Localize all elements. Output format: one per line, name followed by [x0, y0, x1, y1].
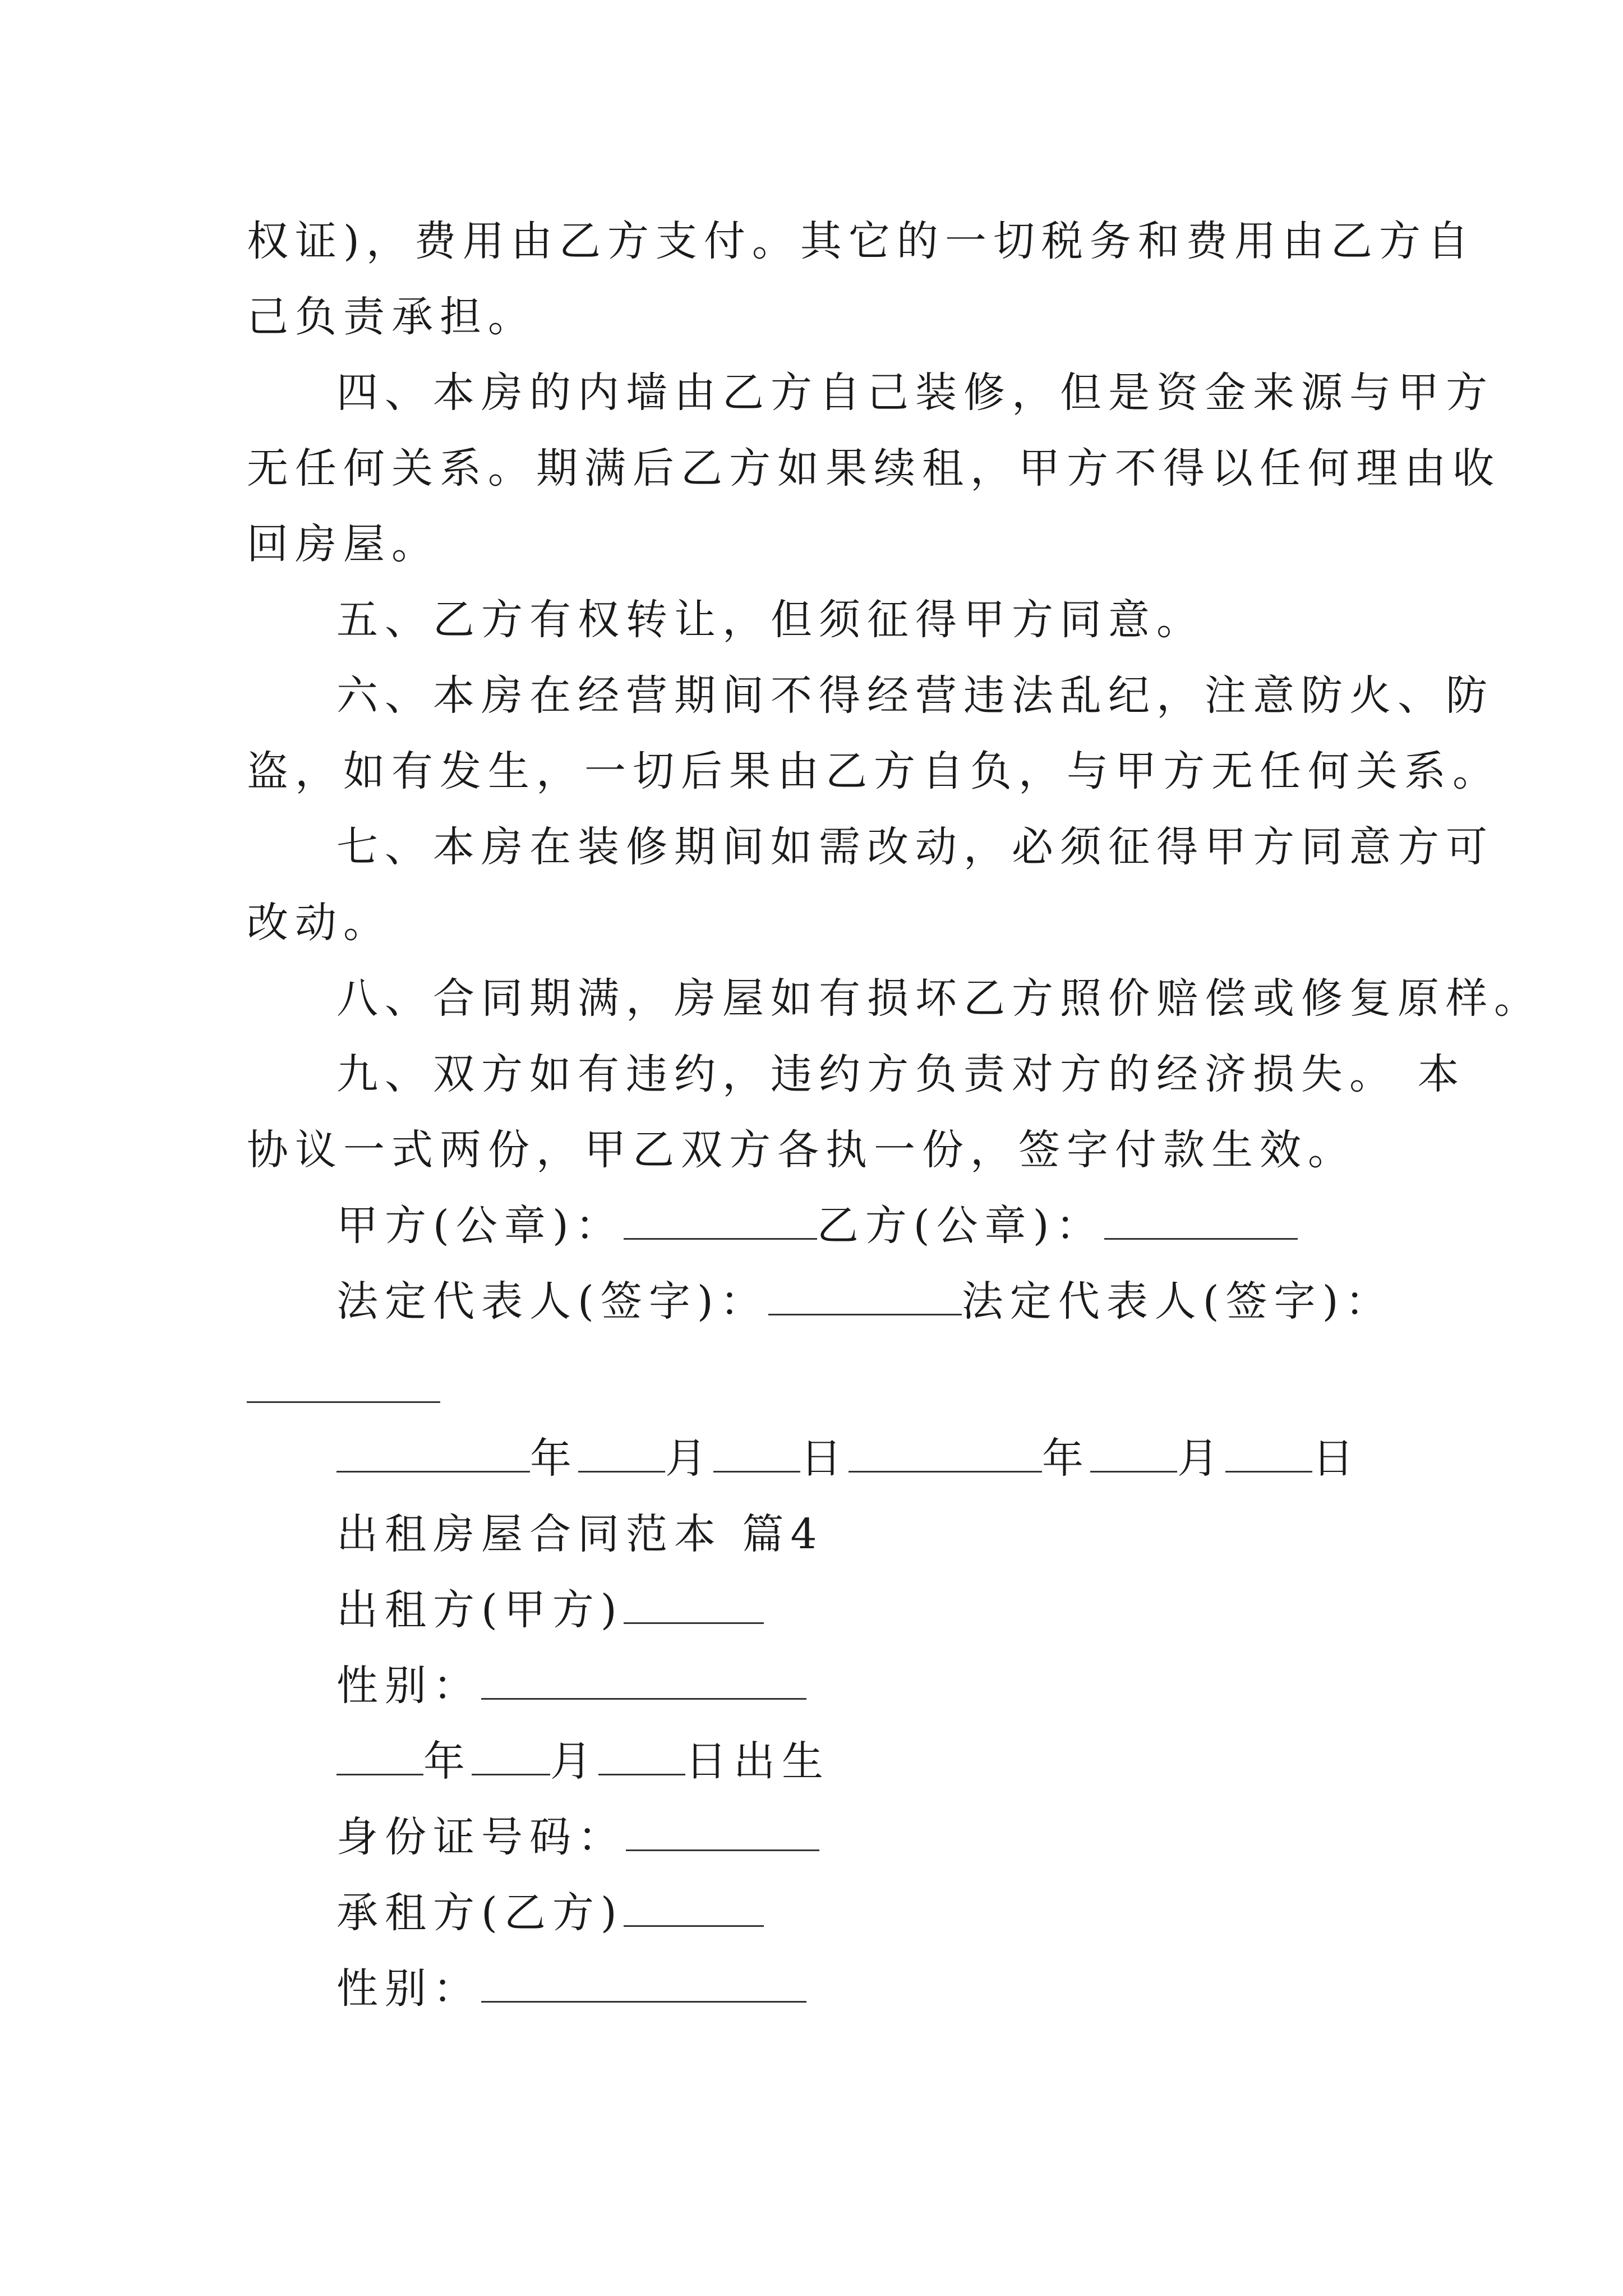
clause-4: 四、本房的内墙由乙方自己装修，但是资金来源与甲方	[336, 369, 1494, 417]
paragraph-line: 无任何关系。期满后乙方如果续租，甲方不得以任何理由收	[247, 444, 1501, 493]
year-blank-b[interactable]	[849, 1436, 1042, 1473]
legal-rep-b-label: 法定代表人(签字)：	[961, 1277, 1394, 1326]
birth-label: 日出生	[685, 1737, 830, 1786]
date-line	[336, 1430, 1361, 1487]
legal-rep-line	[336, 1273, 1394, 1329]
birth-year-blank[interactable]	[336, 1739, 423, 1775]
lessor-line	[336, 1582, 764, 1638]
day-label: 日	[1312, 1434, 1361, 1483]
birth-day-blank[interactable]	[598, 1739, 685, 1775]
legal-rep-a-label: 法定代表人(签字)：	[336, 1277, 768, 1326]
id-line	[336, 1809, 819, 1865]
clause-6: 六、本房在经营期间不得经营违法乱纪，注意防火、防	[336, 671, 1494, 720]
paragraph-line: 回房屋。	[247, 520, 440, 568]
gender-line	[336, 1658, 806, 1714]
gender-label-2: 性别：	[336, 1964, 481, 2013]
clause-5: 五、乙方有权转让，但须征得甲方同意。	[336, 596, 1205, 644]
clause-9: 九、双方如有违约，违约方负责对方的经济损失。 本	[336, 1050, 1466, 1098]
seal-line	[336, 1198, 1298, 1254]
month-blank-a[interactable]	[578, 1436, 665, 1473]
lessor-label: 出租方(甲方)	[336, 1586, 624, 1634]
year-label: 年	[1042, 1434, 1090, 1483]
clause-8: 八、合同期满，房屋如有损坏乙方照价赔偿或修复原样。	[336, 974, 1542, 1023]
birth-year-label: 年	[423, 1737, 472, 1786]
year-label: 年	[530, 1434, 578, 1483]
month-label: 月	[665, 1434, 713, 1483]
legal-rep-b-blank[interactable]	[247, 1401, 440, 1403]
clause-7: 七、本房在装修期间如需改动，必须征得甲方同意方可	[336, 823, 1494, 871]
birth-month-label: 月	[550, 1737, 598, 1786]
party-b-seal-blank[interactable]	[1104, 1203, 1298, 1240]
paragraph-line: 改动。	[247, 899, 391, 947]
birth-line	[336, 1733, 830, 1789]
day-blank-b[interactable]	[1225, 1436, 1312, 1473]
lessee-label: 承租方(乙方)	[336, 1889, 624, 1937]
legal-rep-a-blank[interactable]	[768, 1279, 962, 1315]
section-title: 出租房屋合同范本 篇4	[336, 1510, 824, 1558]
paragraph-line: 己负责承担。	[247, 293, 536, 341]
party-a-seal-blank[interactable]	[624, 1203, 817, 1240]
gender-label: 性别：	[336, 1662, 481, 1710]
paragraph-line: 权证)，费用由乙方支付。其它的一切税务和费用由乙方自	[247, 217, 1476, 265]
paragraph-line: 协议一式两份，甲乙双方各执一份，签字付款生效。	[247, 1126, 1356, 1174]
paragraph-line: 盗，如有发生，一切后果由乙方自负，与甲方无任何关系。	[247, 747, 1501, 795]
id-label: 身份证号码：	[336, 1813, 626, 1861]
year-blank-a[interactable]	[336, 1436, 530, 1473]
month-label: 月	[1177, 1434, 1225, 1483]
month-blank-b[interactable]	[1090, 1436, 1177, 1473]
day-blank-a[interactable]	[713, 1436, 800, 1473]
lessee-line	[336, 1885, 764, 1941]
party-b-seal-label: 乙方(公章)：	[817, 1202, 1104, 1250]
gender-blank[interactable]	[481, 1663, 806, 1700]
lessor-blank[interactable]	[624, 1588, 764, 1624]
id-blank[interactable]	[626, 1815, 819, 1851]
day-label: 日	[800, 1434, 849, 1483]
gender-blank-2[interactable]	[481, 1966, 806, 2003]
lessee-blank[interactable]	[624, 1890, 764, 1927]
party-a-seal-label: 甲方(公章)：	[336, 1202, 624, 1250]
birth-month-blank[interactable]	[472, 1739, 550, 1775]
gender-line-2	[336, 1961, 806, 2017]
